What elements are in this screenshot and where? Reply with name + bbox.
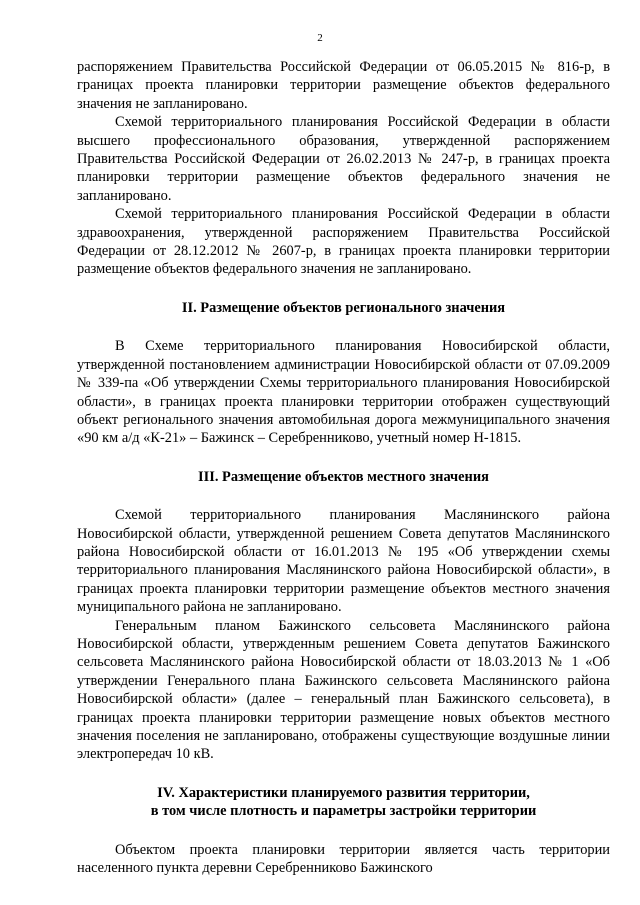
spacer	[77, 764, 610, 784]
spacer	[77, 448, 610, 468]
paragraph-federal-education: Схемой территориального планирования Российской Федерации в области высшего профессионального образования, утвержденной распоряжением Правительства Российской Федерации от 26.02.2013 № 247-р, в границах проекта планировки территории размещение объектов федерального значения не запланировано.	[77, 114, 610, 204]
section-heading-characteristics-line2: в том числе плотность и параметры застройки территории	[150, 803, 537, 820]
spacer	[77, 486, 610, 506]
section-heading-characteristics-line1: IV. Характеристики планируемого развития территории,	[157, 784, 530, 801]
section-heading-local: III. Размещение объектов местного значения	[198, 468, 489, 485]
section-heading-regional: II. Размещение объектов регионального значения	[181, 299, 506, 316]
spacer	[77, 821, 610, 841]
page-body	[77, 58, 610, 877]
paragraph-federal-transport: распоряжением Правительства Российской Федерации от 06.05.2015 № 816-р, в границах проекта планировки территории размещение объектов федерального значения не запланировано.	[77, 59, 610, 112]
page-number: 2	[317, 32, 323, 44]
paragraph-planning-object: Объектом проекта планировки территории является часть территории населенного пункта деревни Серебренниково Бажинского	[77, 841, 610, 877]
paragraph-local-settlement: Генеральным планом Бажинского сельсовета Маслянинского района Новосибирской области, утвержденным решением Совета депутатов Бажинского сельсовета Маслянинского района Новосибирской области от 18.03.2013 № 1 «Об утверждении Генерального плана Бажинского сельсовета Маслянинского района Новосибирской области» (далее – генеральный план Бажинского сельсовета), в границах проекта планировки территории размещение новых объектов местного значения поселения не запланировано, отображены существующие воздушные линии электропередач 10 кВ.	[77, 617, 610, 763]
spacer	[77, 317, 610, 337]
paragraph-regional-objects: В Схеме территориального планирования Новосибирской области, утвержденной постановлением администрации Новосибирской области от 07.09.2009 № 339-па «Об утверждении Схемы территориального планирования Новосибирской области», в границах проекта планировки территории отображен существующий объект регионального значения автомобильная дорога межмуниципального значения «90 км а/д «К-21» – Бажинск – Серебренниково, учетный номер Н-1815.	[77, 338, 610, 447]
paragraph-local-district: Схемой территориального планирования Маслянинского района Новосибирской области, утвержденной решением Совета депутатов Маслянинского района Новосибирской области от 16.01.2013 № 195 «Об утверждении схемы территориального планирования Маслянинского района Новосибирской области», в границах проекта планировки территории размещение объектов местного значения муниципального района не запланировано.	[77, 507, 610, 616]
paragraph-federal-healthcare: Схемой территориального планирования Российской Федерации в области здравоохранения, утвержденной распоряжением Правительства Российской Федерации от 28.12.2012 № 2607-р, в границах проекта планировки территории размещение объектов федерального значения не запланировано.	[77, 206, 610, 278]
spacer	[77, 279, 610, 299]
